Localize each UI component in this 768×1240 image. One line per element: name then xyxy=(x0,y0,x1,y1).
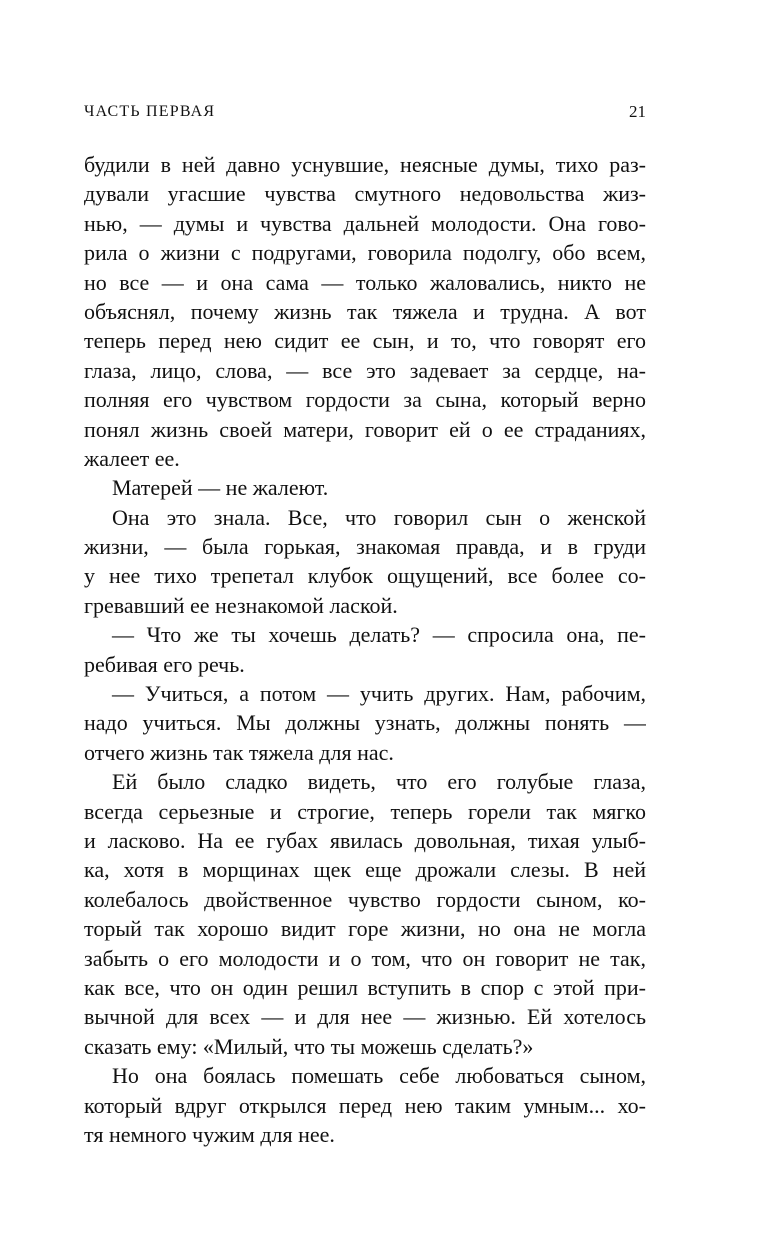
text-line: у нее тихо трепетал клубок ощущений, все более со- xyxy=(84,563,646,589)
text-line: Но она боялась помешать себе любоваться сыном, xyxy=(112,1063,646,1089)
text-line: торый так хорошо видит горе жизни, но она не могла xyxy=(84,916,646,942)
text-line: колебалось двойственное чувство гордости сыном, ко- xyxy=(84,886,646,912)
text-line: но все — и она сама — только жаловались, никто не xyxy=(84,269,646,295)
text-line: полняя его чувством гордости за сына, который верно xyxy=(84,387,646,413)
text-line: Матерей — не жалеют. xyxy=(112,475,329,501)
text-line: отчего жизнь так тяжела для нас. xyxy=(84,739,394,765)
page-number: 21 xyxy=(629,102,646,121)
text-line: объяснял, почему жизнь так тяжела и трудна. А вот xyxy=(84,298,646,324)
text-line: жизни, — была горькая, знакомая правда, и в груди xyxy=(84,534,646,560)
text-line: Ей было сладко видеть, что его голубые глаза, xyxy=(112,769,646,795)
text-line: вычной для всех — и для нее — жизнью. Ей хотелось xyxy=(84,1004,646,1030)
text-line: и ласково. На ее губах явилась довольная, тихая улыб- xyxy=(84,827,646,853)
text-line: рила о жизни с подругами, говорила подолгу, обо всем, xyxy=(84,240,646,266)
text-line: забыть о его молодости и о том, что он говорит не так, xyxy=(84,945,646,971)
text-line: Она это знала. Все, что говорил сын о женской xyxy=(112,504,646,530)
body-text xyxy=(84,150,646,1149)
text-line: нью, — думы и чувства дальней молодости. Она гово- xyxy=(84,210,646,236)
text-line: — Что же ты хочешь делать? — спросила она, пе- xyxy=(112,622,646,648)
text-line: теперь перед нею сидит ее сын, и то, что говорят его xyxy=(84,328,646,354)
text-line: ребивая его речь. xyxy=(84,651,245,677)
text-line: который вдруг открылся перед нею таким умным... хо- xyxy=(84,1092,646,1118)
text-line: тя немного чужим для нее. xyxy=(84,1121,335,1147)
text-line: будили в ней давно уснувшие, неясные думы, тихо раз- xyxy=(84,152,646,177)
text-line: всегда серьезные и строгие, теперь горели так мягко xyxy=(84,798,646,824)
text-line: надо учиться. Мы должны узнать, должны понять — xyxy=(84,710,646,736)
text-line: — Учиться, а потом — учить других. Нам, рабочим, xyxy=(112,681,646,707)
text-line: глаза, лицо, слова, — все это задевает за сердце, на- xyxy=(84,357,646,383)
text-line: гревавший ее незнакомой лаской. xyxy=(84,592,398,618)
text-line: сказать ему: «Милый, что ты можешь сделать?» xyxy=(84,1033,534,1059)
text-line: ка, хотя в морщинах щек еще дрожали слезы. В ней xyxy=(84,857,646,883)
text-line: дували угасшие чувства смутного недовольства жиз- xyxy=(84,181,646,207)
text-line: жалеет ее. xyxy=(84,445,180,471)
page-header xyxy=(84,100,646,124)
text-line: как все, что он один решил вступить в спор с этой при- xyxy=(84,974,646,1000)
text-line: понял жизнь своей матери, говорит ей о ее страданиях, xyxy=(84,416,646,442)
running-title: ЧАСТЬ ПЕРВАЯ xyxy=(84,103,216,120)
